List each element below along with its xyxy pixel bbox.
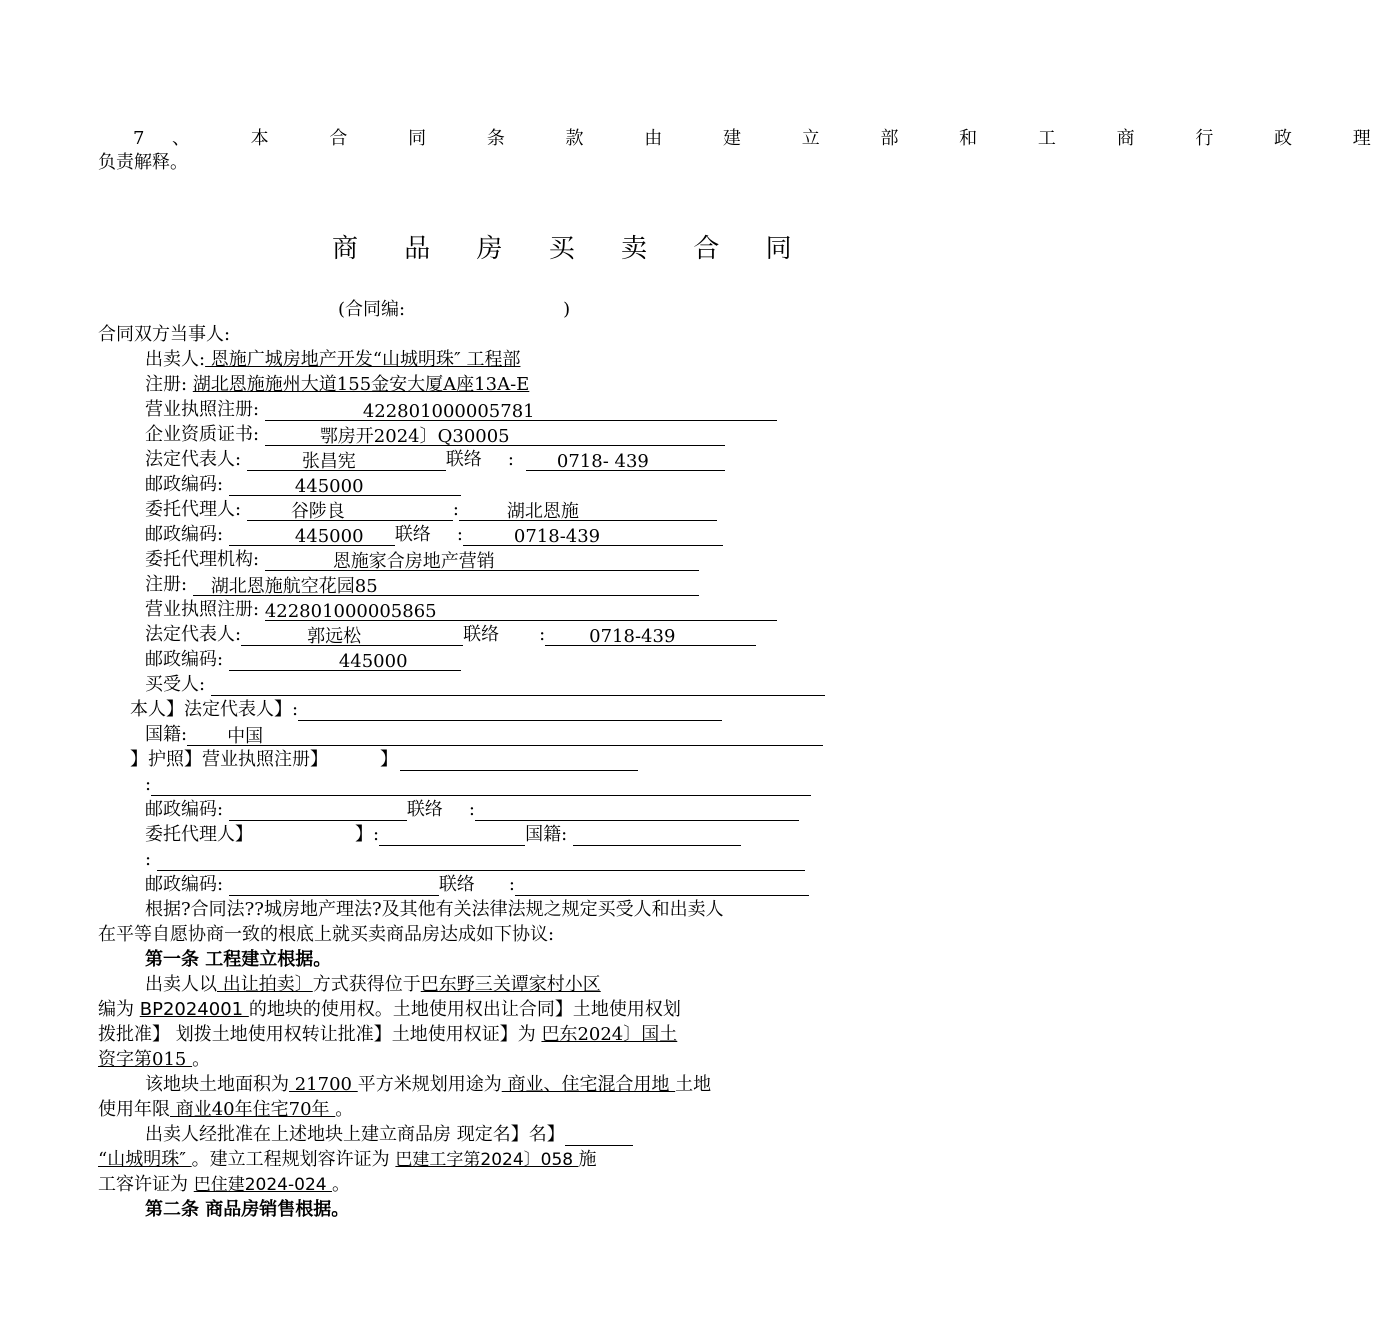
seller-name-row xyxy=(145,349,520,371)
article1-line5 xyxy=(145,1074,711,1096)
seller-agent-post-value: 445000 xyxy=(294,526,364,547)
seller-org-reg-value: 湖北恩施航空花园85 xyxy=(210,576,378,597)
seller-org-reg-label: 注册: xyxy=(145,574,188,595)
buyer-agent-nationality-field xyxy=(573,828,741,846)
seller-agent-post-label: 邮政编码: xyxy=(145,524,224,545)
buyer-id-mark: 】 xyxy=(380,749,398,770)
article7-line2: 负责解释。 xyxy=(98,152,188,173)
project-name-field xyxy=(565,1128,633,1146)
buyer-rep-label: 本人】法定代表人】: xyxy=(130,699,299,720)
article1-p2-a: 编为 xyxy=(98,999,140,1020)
seller-post-row xyxy=(145,474,461,496)
buyer-name-field xyxy=(211,678,825,696)
seller-license-value: 422801000005781 xyxy=(362,401,535,422)
land-cert-part1: 巴东2024〕国土 xyxy=(541,1024,678,1045)
land-area: 21700 xyxy=(289,1074,358,1095)
buyer-nationality-value: 中国 xyxy=(227,726,264,747)
seller-org-rep-label: 法定代表人: xyxy=(145,624,242,645)
seller-org-reg-row xyxy=(145,574,699,596)
buyer-row xyxy=(145,674,825,696)
article1-line9 xyxy=(98,1174,350,1196)
buyer-agent-mark: 】: xyxy=(355,824,380,845)
buyer-address-row xyxy=(145,774,811,796)
seller-qual-row xyxy=(145,424,725,446)
parties-heading: 合同双方当事人: xyxy=(98,324,231,345)
seller-rep-value: 张昌宪 xyxy=(301,451,356,472)
seller-org-value: 恩施家合房地产营销 xyxy=(332,551,495,572)
land-use: 商业、住宅混合用地 xyxy=(501,1074,676,1095)
buyer-id-field xyxy=(400,753,638,771)
article1-p3: 拨批准】 划拨土地使用权转让批准】土地使用权证】为 xyxy=(98,1024,542,1045)
article1-p9-a: 工容许证为 xyxy=(98,1174,194,1195)
article1-p6-a: 使用年限 xyxy=(98,1099,170,1120)
buyer-nationality-row xyxy=(145,724,823,746)
buyer-address-label: : xyxy=(145,774,152,795)
article1-p5-b: 平方米规划用途为 xyxy=(357,1074,502,1095)
seller-reg-row xyxy=(145,374,529,396)
seller-agent-post-row: 邮政编码: 445000 联络 : 0718-439 xyxy=(145,524,723,546)
seller-license-label: 营业执照注册: xyxy=(145,399,260,420)
seller-org-rep-phone: 0718-439 xyxy=(589,626,676,647)
buyer-agent-address-field xyxy=(157,853,805,871)
construction-permit: 巴住建2024-024 xyxy=(193,1175,332,1195)
seller-rep-row: 法定代表人: 张昌宪 联络 : 0718- 439 xyxy=(145,449,725,471)
article2-heading: 第二条 商品房销售根据。 xyxy=(145,1199,350,1220)
buyer-nationality-label: 国籍: xyxy=(145,724,188,745)
buyer-agent-nationality-label: 国籍: xyxy=(525,824,568,845)
article1-line8 xyxy=(98,1149,597,1171)
buyer-address-field xyxy=(151,778,811,796)
article1-p1-a: 出卖人以 xyxy=(145,974,217,995)
article1-line3 xyxy=(98,1024,677,1046)
buyer-id-row xyxy=(130,749,638,771)
seller-rep-phone-label: 联络 xyxy=(445,449,482,470)
buyer-agent-address-row xyxy=(145,849,805,871)
buyer-post-label: 邮政编码: xyxy=(145,799,224,820)
seller-license-row xyxy=(145,399,777,421)
article1-p5-c: 土地 xyxy=(675,1074,712,1095)
article1-line4 xyxy=(98,1049,210,1071)
buyer-label: 买受人: xyxy=(145,674,206,695)
seller-reg-value: 湖北恩施施州大道155金安大厦A座13A-E xyxy=(192,374,530,395)
seller-org-label: 委托代理机构: xyxy=(145,549,260,570)
buyer-rep-row xyxy=(130,699,722,721)
contract-number-label: (合同编: xyxy=(338,299,406,320)
article1-p7-a: 出卖人经批准在上述地块上建立商品房 现定名】名】 xyxy=(145,1124,565,1145)
intro-line1: 根据?合同法??城房地产理法?及其他有关法律法规之规定买受人和出卖人 xyxy=(145,899,724,920)
seller-agent-value: 谷陟良 xyxy=(290,501,345,522)
seller-org-phone-label: 联络 xyxy=(463,624,500,645)
buyer-rep-field xyxy=(298,703,722,721)
buyer-phone-label: 联络 xyxy=(406,799,443,820)
buyer-post-field xyxy=(229,803,407,821)
seller-org-rep-value: 郭远松 xyxy=(307,626,362,647)
seller-org-post-value: 445000 xyxy=(338,651,408,672)
seller-post-label: 邮政编码: xyxy=(145,474,224,495)
buyer-agent-phone-field xyxy=(515,878,809,896)
article1-p4-end: 。 xyxy=(192,1049,211,1070)
seller-agent-label: 委托代理人: xyxy=(145,499,242,520)
planning-permit: 巴建工字第2024〕058 xyxy=(395,1150,579,1170)
article1-p1-b: 方式获得位于 xyxy=(312,974,421,995)
buyer-agent-post-row xyxy=(145,874,809,896)
article1-p8-c: 施 xyxy=(578,1149,597,1170)
buyer-agent-label: 委托代理人】 xyxy=(145,824,253,845)
article1-p6-end: 。 xyxy=(335,1099,354,1120)
buyer-agent-address-label: : xyxy=(145,849,152,870)
land-use-years: 商业40年住宅70年 xyxy=(170,1099,336,1120)
intro-line2: 在平等自愿协商一致的根底上就买卖商品房达成如下协议: xyxy=(98,924,555,945)
seller-name-value: 恩施广城房地产开发“山城明珠″ 工程部 xyxy=(205,349,521,370)
article1-line2 xyxy=(98,999,681,1021)
land-parcel-number: BP2024001 xyxy=(139,999,249,1020)
seller-org-license-value: 422801000005865 xyxy=(264,601,437,622)
article1-heading: 第一条 工程建立根据。 xyxy=(145,949,332,970)
seller-name-label: 出卖人: xyxy=(145,349,206,370)
buyer-id-label: 】护照】营业执照注册】 xyxy=(130,749,328,770)
article1-p5-a: 该地块土地面积为 xyxy=(145,1074,289,1095)
article1-p2-b: 的地块的使用权。土地使用权出让合同】土地使用权划 xyxy=(248,999,681,1020)
article1-line7 xyxy=(145,1124,633,1146)
contract-number-close: ) xyxy=(563,299,571,320)
buyer-agent-row xyxy=(145,824,741,846)
article1-p9-end: 。 xyxy=(331,1174,350,1195)
seller-qual-value: 鄂房开2024〕Q30005 xyxy=(319,426,510,447)
seller-rep-label: 法定代表人: xyxy=(145,449,242,470)
seller-agent-phone-label: 联络 xyxy=(394,524,431,545)
seller-org-license-row xyxy=(145,599,777,621)
buyer-agent-phone-label: 联络 xyxy=(438,874,475,895)
seller-agent-address: 湖北恩施 xyxy=(506,501,579,522)
seller-reg-label: 注册: xyxy=(145,374,188,395)
land-cert-part2: 资字第015 xyxy=(98,1049,193,1070)
seller-qual-label: 企业资质证书: xyxy=(145,424,260,445)
buyer-post-row: 邮政编码: 联络 : xyxy=(145,799,799,821)
seller-org-rep-row: 法定代表人: 郭远松 联络 : 0718-439 xyxy=(145,624,756,646)
buyer-agent-phone-colon: : xyxy=(508,874,515,895)
seller-org-license-label: 营业执照注册: xyxy=(145,599,260,620)
seller-post-value: 445000 xyxy=(294,476,364,497)
land-acquisition-method: 出让拍卖〕 xyxy=(217,974,313,995)
seller-org-post-row xyxy=(145,649,461,671)
land-location: 巴东野三关谭家村小区 xyxy=(420,974,601,995)
article1-p8-b: 。建立工程规划容许证为 xyxy=(191,1149,396,1170)
seller-rep-phone: 0718- 439 xyxy=(556,451,649,472)
article1-line6 xyxy=(98,1099,353,1121)
article1-line1 xyxy=(145,974,601,996)
buyer-agent-post-field xyxy=(229,878,439,896)
buyer-agent-post-label: 邮政编码: xyxy=(145,874,224,895)
article7-line1: 7、 本 合 同 条 款 由 建 立 部 和 工 商 行 政 理 xyxy=(133,128,1398,149)
contract-number xyxy=(338,299,570,321)
buyer-agent-field xyxy=(379,828,525,846)
seller-agent-phone: 0718-439 xyxy=(513,526,601,547)
buyer-phone-field xyxy=(475,803,799,821)
project-name: “山城明珠″ xyxy=(98,1149,192,1170)
seller-org-row xyxy=(145,549,699,571)
seller-agent-row: 委托代理人: 谷陟良 : 湖北恩施 xyxy=(145,499,717,521)
seller-org-post-label: 邮政编码: xyxy=(145,649,224,670)
contract-title: 商 品 房 买 卖 合 同 xyxy=(332,234,811,264)
